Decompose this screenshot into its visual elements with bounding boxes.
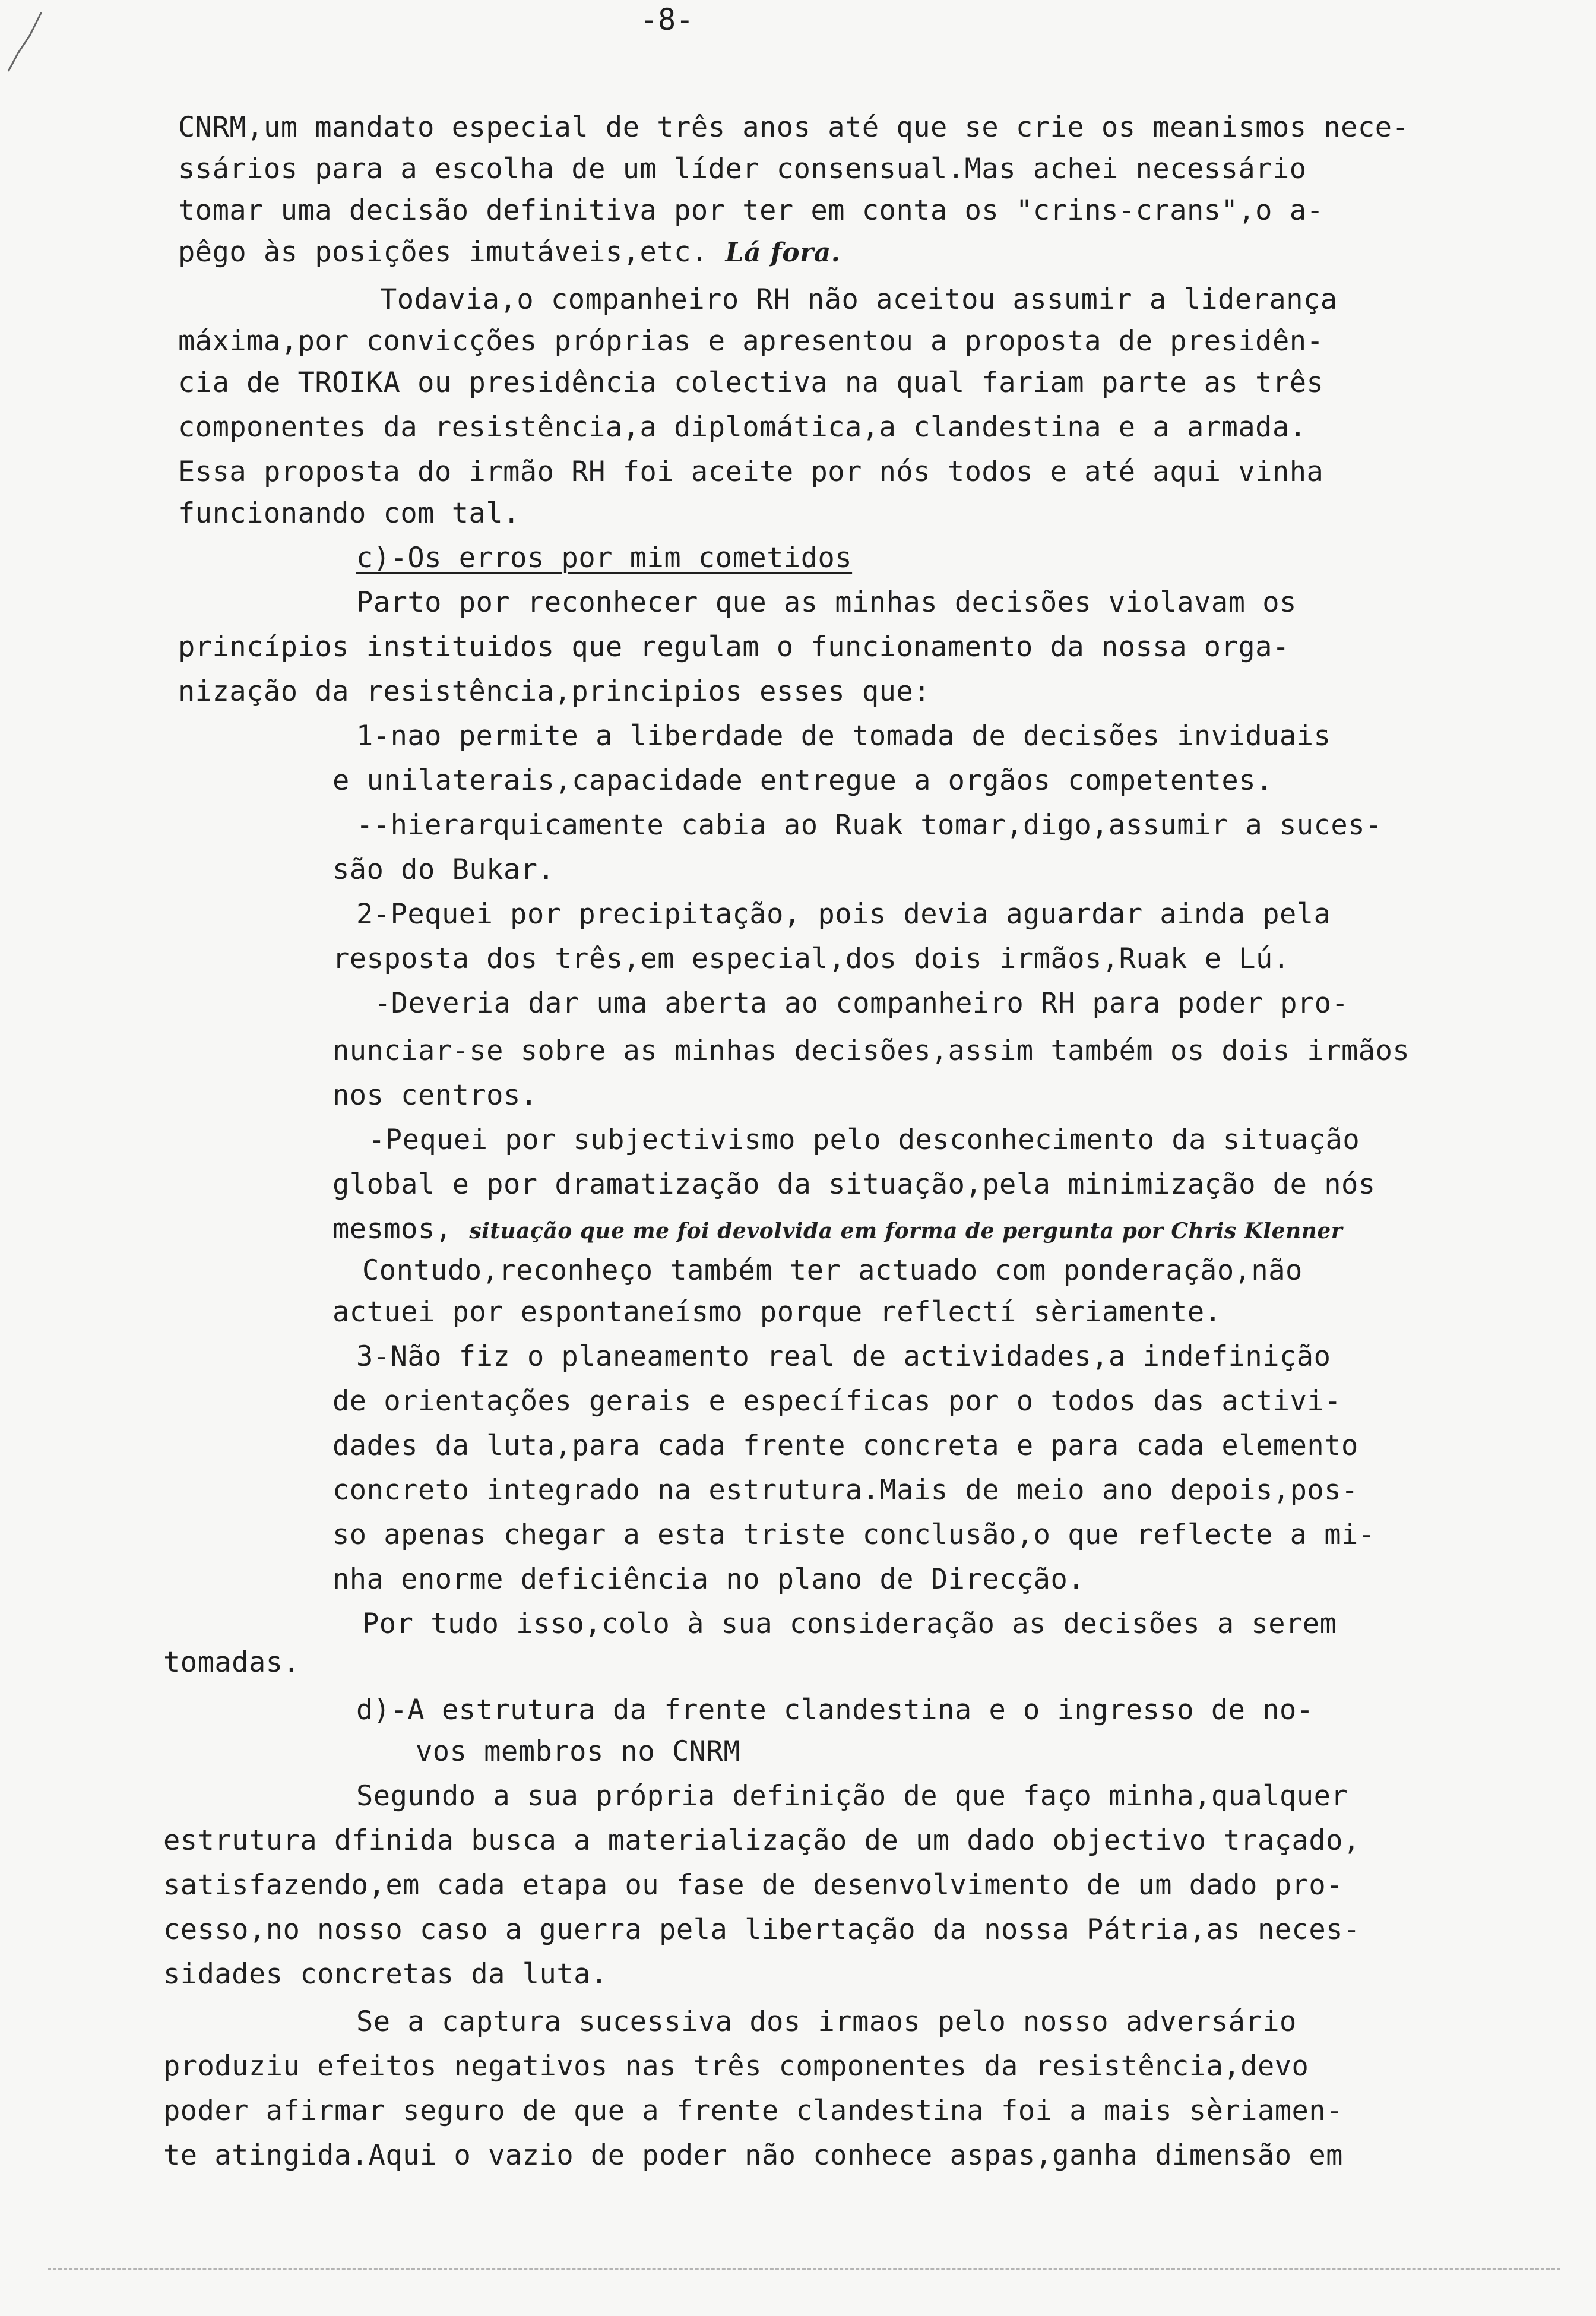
text-line: -Pequei por subjectivismo pelo desconhecimento da situação: [368, 1124, 1360, 1156]
text-line: CNRM,um mandato especial de três anos até que se crie os meanismos nece-: [178, 111, 1410, 144]
bottom-scan-artifact: [48, 2268, 1560, 2270]
text-line: satisfazendo,em cada etapa ou fase de desenvolvimento de um dado pro-: [163, 1869, 1343, 1901]
text-line: são do Bukar.: [332, 853, 555, 886]
text-fragment: mesmos,: [332, 1213, 452, 1245]
text-line: concreto integrado na estrutura.Mais de meio ano depois,pos-: [332, 1474, 1358, 1507]
text-line: Parto por reconhecer que as minhas decisões violavam os: [356, 586, 1297, 619]
handwritten-note: situação que me foi devolvida em forma de pergunta por Chris Klenner: [469, 1219, 1343, 1244]
text-line: e unilaterais,capacidade entregue a orgãos competentes.: [332, 764, 1273, 797]
text-line: Por tudo isso,colo à sua consideração as decisões a serem: [362, 1608, 1337, 1640]
text-line: nha enorme deficiência no plano de Direcção.: [332, 1563, 1085, 1596]
text-line: te atingida.Aqui o vazio de poder não conhece aspas,ganha dimensão em: [163, 2139, 1343, 2172]
text-line: Essa proposta do irmão RH foi aceite por nós todos e até aqui vinha: [178, 455, 1324, 488]
text-line: Contudo,reconheço também ter actuado com ponderação,não: [362, 1254, 1303, 1287]
margin-scribble-mark: [6, 12, 48, 80]
text-line-with-note: [178, 235, 841, 271]
text-line: produziu efeitos negativos nas três componentes da resistência,devo: [163, 2050, 1309, 2083]
text-line: 1-nao permite a liberdade de tomada de decisões inviduais: [356, 720, 1331, 752]
text-line: -Deveria dar uma aberta ao companheiro RH para poder pro-: [374, 987, 1349, 1020]
text-line: máxima,por convicções próprias e apresentou a proposta de presidên-: [178, 325, 1324, 357]
text-line: actuei por espontaneísmo porque reflectí sèriamente.: [332, 1296, 1222, 1328]
text-line: cesso,no nosso caso a guerra pela libertação da nossa Pátria,as neces-: [163, 1913, 1360, 1946]
text-line: so apenas chegar a esta triste conclusão,o que reflecte a mi-: [332, 1518, 1376, 1551]
section-heading: d)-A estrutura da frente clandestina e o ingresso de no-: [356, 1694, 1314, 1726]
text-line: 2-Pequei por precipitação, pois devia aguardar ainda pela: [356, 898, 1331, 931]
text-line: nos centros.: [332, 1079, 538, 1112]
section-heading: c)-Os erros por mim cometidos: [356, 542, 853, 574]
text-line: global e por dramatização da situação,pela minimização de nós: [332, 1168, 1376, 1201]
text-line: nização da resistência,principios esses que:: [178, 675, 931, 708]
section-heading-cont: vos membros no CNRM: [416, 1735, 741, 1768]
text-line: sidades concretas da luta.: [163, 1958, 608, 1991]
text-line: dades da luta,para cada frente concreta e para cada elemento: [332, 1429, 1358, 1462]
text-line: poder afirmar seguro de que a frente clandestina foi a mais sèriamen-: [163, 2094, 1343, 2127]
text-line: Todavia,o companheiro RH não aceitou assumir a liderança: [380, 283, 1338, 316]
text-line: tomar uma decisão definitiva por ter em conta os "crins-crans",o a-: [178, 194, 1324, 227]
handwritten-note: Lá fora.: [725, 238, 841, 268]
text-line-with-note: [332, 1211, 1342, 1249]
text-line: --hierarquicamente cabia ao Ruak tomar,digo,assumir a suces-: [356, 809, 1382, 841]
text-line: ssários para a escolha de um líder consensual.Mas achei necessário: [178, 153, 1307, 185]
text-line: estrutura dfinida busca a materialização de um dado objectivo traçado,: [163, 1824, 1360, 1857]
text-line: resposta dos três,em especial,dos dois irmãos,Ruak e Lú.: [332, 942, 1290, 975]
text-line: 3-Não fiz o planeamento real de actividades,a indefinição: [356, 1340, 1331, 1373]
text-line: cia de TROIKA ou presidência colectiva na qual fariam parte as três: [178, 366, 1324, 399]
page-number: -8-: [640, 2, 694, 37]
text-line: princípios instituidos que regulam o funcionamento da nossa orga-: [178, 631, 1290, 663]
text-line: tomadas.: [163, 1646, 300, 1679]
text-line: componentes da resistência,a diplomática,a clandestina e a armada.: [178, 411, 1307, 444]
text-line: nunciar-se sobre as minhas decisões,assim também os dois irmãos: [332, 1034, 1410, 1067]
text-line: funcionando com tal.: [178, 497, 520, 530]
text-line: Segundo a sua própria definição de que faço minha,qualquer: [356, 1780, 1348, 1812]
text-fragment: pêgo às posições imutáveis,etc.: [178, 236, 708, 268]
text-line: Se a captura sucessiva dos irmaos pelo nosso adversário: [356, 2005, 1297, 2038]
text-line: de orientações gerais e específicas por o todos das activi-: [332, 1385, 1341, 1418]
